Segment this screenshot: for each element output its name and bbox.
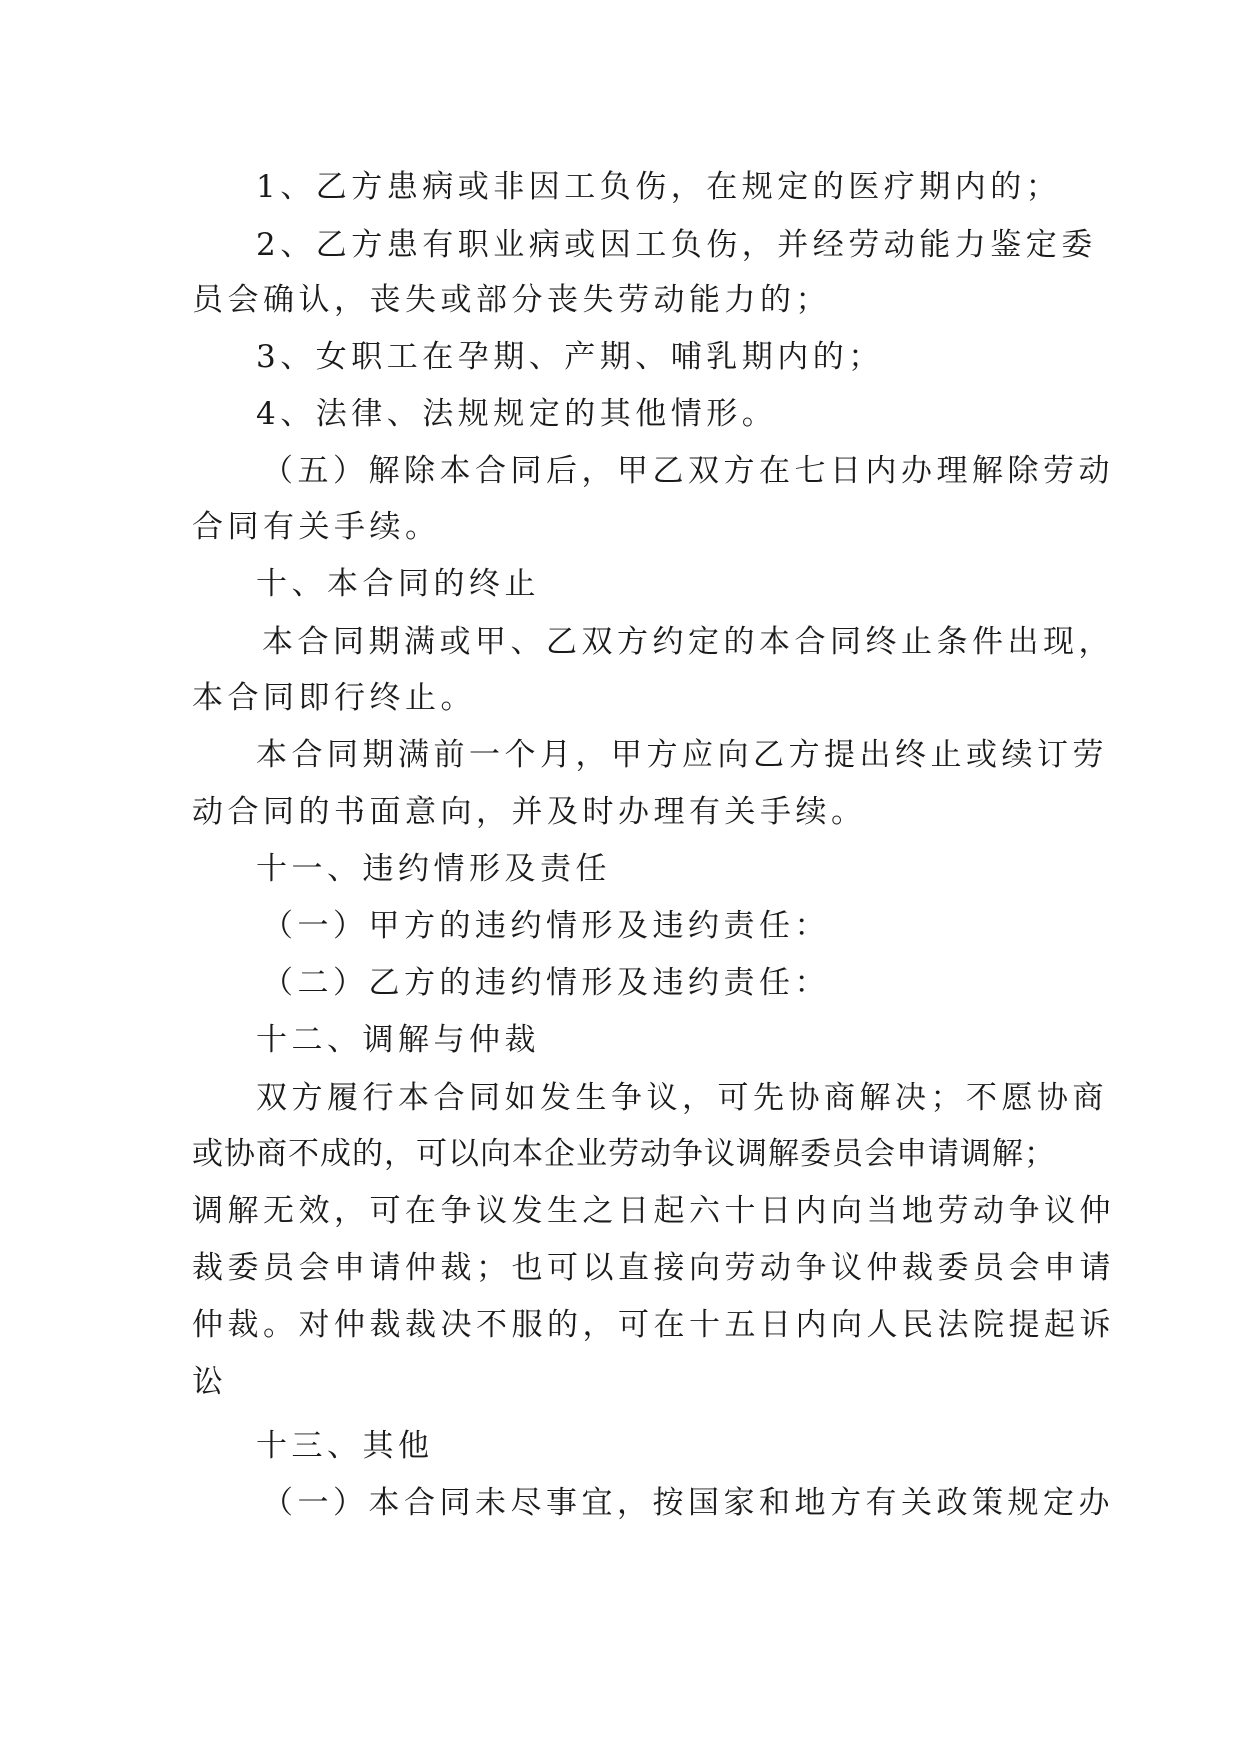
text-line-10: 本合同即行终止。: [192, 680, 476, 716]
text-line-2: 2、乙方患有职业病或因工负伤，并经劳动能力鉴定委: [256, 227, 1097, 263]
text-line-19: 调解无效，可在争议发生之日起六十日内向当地劳动争议仲: [192, 1193, 1115, 1229]
section-heading-11: 十一、违约情形及责任: [256, 851, 611, 887]
text-line-12: 动合同的书面意向，并及时办理有关手续。: [192, 794, 867, 830]
text-line-22: 讼: [192, 1364, 228, 1400]
text-line-18: 或协商不成的，可以向本企业劳动争议调解委员会申请调解；: [192, 1136, 1056, 1172]
section-heading-13: 十三、其他: [256, 1428, 434, 1464]
text-line-15: （二）乙方的违约情形及违约责任：: [262, 965, 830, 1001]
text-line-11: 本合同期满前一个月，甲方应向乙方提出终止或续订劳: [256, 737, 1108, 773]
text-line-6: （五）解除本合同后，甲乙双方在七日内办理解除劳动: [262, 453, 1114, 489]
text-line-7: 合同有关手续。: [192, 509, 441, 545]
text-line-4: 3、女职工在孕期、产期、哺乳期内的；: [256, 339, 884, 375]
text-line-14: （一）甲方的违约情形及违约责任：: [262, 908, 830, 944]
section-heading-10: 十、本合同的终止: [256, 566, 540, 602]
text-line-1: 1、乙方患病或非因工负伤，在规定的医疗期内的；: [256, 169, 1062, 205]
text-line-21: 仲裁。对仲裁裁决不服的，可在十五日内向人民法院提起诉: [192, 1307, 1115, 1343]
text-line-20: 裁委员会申请仲裁；也可以直接向劳动争议仲裁委员会申请: [192, 1250, 1115, 1286]
text-line-3: 员会确认，丧失或部分丧失劳动能力的；: [192, 282, 831, 318]
text-line-9: 本合同期满或甲、乙双方约定的本合同终止条件出现，: [262, 624, 1114, 660]
text-line-5: 4、法律、法规规定的其他情形。: [256, 396, 778, 432]
text-line-24: （一）本合同未尽事宜，按国家和地方有关政策规定办: [262, 1485, 1114, 1521]
section-heading-12: 十二、调解与仲裁: [256, 1022, 540, 1058]
text-line-17: 双方履行本合同如发生争议，可先协商解决；不愿协商: [256, 1080, 1108, 1116]
